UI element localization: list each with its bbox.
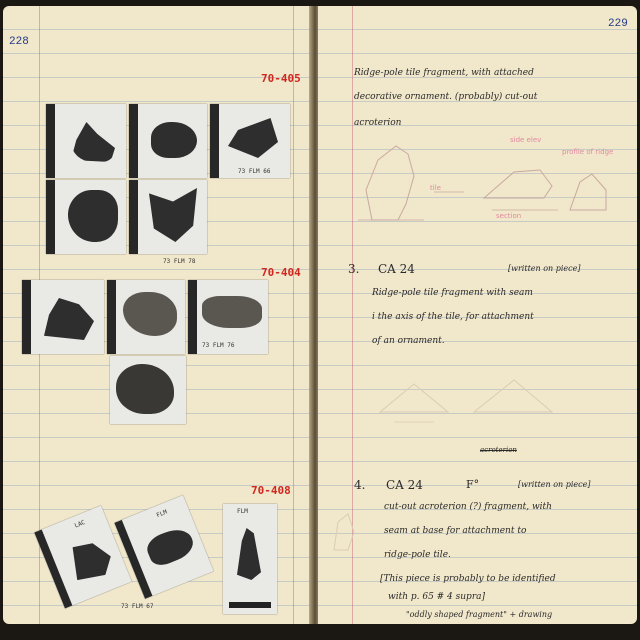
photo-scale-bar xyxy=(129,180,138,254)
sherd xyxy=(237,528,261,580)
ridge-tile-sketch xyxy=(374,370,554,426)
sherd-photo-9 xyxy=(110,356,186,424)
acroterion-sketch xyxy=(344,130,634,230)
entry-4-line-1: cut-out acroterion (?) fragment, with xyxy=(384,502,552,512)
entry-3-site: CA 24 xyxy=(378,262,415,276)
photo-scale-bar xyxy=(22,280,31,354)
entry-4-line-3: ridge-pole tile. xyxy=(384,550,451,560)
sherd xyxy=(68,190,118,242)
photo-scale-bar xyxy=(188,280,197,354)
photo-tag: LAC xyxy=(73,518,87,530)
sherd-photo-1 xyxy=(46,104,126,178)
sherd xyxy=(71,122,115,162)
photo-reference-2: 73 FLM 78 xyxy=(163,258,196,265)
sketch-note-tile: tile xyxy=(430,184,441,192)
photo-scale-bar xyxy=(210,104,219,178)
sketch-note-side-elev: side elev xyxy=(510,136,542,144)
right-page xyxy=(318,6,637,624)
sherd-photo-7 xyxy=(107,280,185,354)
photo-tag: FLM xyxy=(237,508,248,515)
entry-3-note: [written on piece] xyxy=(508,264,581,273)
entry-4-line-2: seam at base for attachment to xyxy=(384,526,527,536)
photo-scale-bar xyxy=(107,280,116,354)
sherd-photo-2 xyxy=(129,104,207,178)
sherd xyxy=(65,535,116,585)
photo-scale-bar xyxy=(46,180,55,254)
entry-4-number: 4. xyxy=(354,478,366,492)
sherd xyxy=(123,292,177,336)
photo-scale-bar xyxy=(46,104,55,178)
sherd xyxy=(151,122,197,158)
entry-3-line-1: Ridge-pole tile fragment with seam xyxy=(372,288,533,298)
catalog-number-70-408: 70-408 xyxy=(251,484,291,497)
sherd-photo-4 xyxy=(46,180,126,254)
sherd xyxy=(228,118,278,158)
margin-sketch xyxy=(328,510,358,554)
right-margin-line xyxy=(293,6,294,624)
entry-3-number: 3. xyxy=(348,262,360,276)
photo-reference: 73 FLM 67 xyxy=(121,603,154,610)
sherd-photo-3 xyxy=(210,104,290,178)
catalog-number-70-405: 70-405 xyxy=(261,72,301,85)
sherd-photo-12 xyxy=(223,504,277,614)
photo-tag: FLM xyxy=(155,508,169,520)
entry-4-site: CA 24 xyxy=(386,478,423,492)
entry-4-line-6: "oddly shaped fragment" + drawing xyxy=(406,610,553,619)
sketch-note-profile: profile of ridge xyxy=(562,148,614,156)
entry-4-line-5: with p. 65 # 4 supra] xyxy=(388,592,485,602)
sherd-photo-6 xyxy=(22,280,104,354)
sherd xyxy=(44,298,94,340)
left-page-number: 228 xyxy=(9,36,29,48)
entry-4-note: [written on piece] xyxy=(518,480,591,489)
sherd xyxy=(202,296,262,328)
photo-scale-bar xyxy=(129,104,138,178)
left-page xyxy=(3,6,312,624)
entry-3-line-2: i the axis of the tile, for attachment xyxy=(372,312,534,322)
entry-3-line-3: of an ornament. xyxy=(372,336,445,346)
entry-top-line-1: Ridge-pole tile fragment, with attached xyxy=(354,68,534,78)
sherd xyxy=(116,364,174,414)
sherd-photo-8 xyxy=(188,280,268,354)
entry-top-line-2: decorative ornament. (probably) cut-out xyxy=(354,92,538,102)
photo-scale-bar xyxy=(229,602,271,608)
right-page-number: 229 xyxy=(608,18,628,30)
catalog-number-70-404: 70-404 xyxy=(261,266,301,279)
entry-4-struck-text: acroterion xyxy=(480,446,517,454)
entry-4-line-4: [This piece is probably to be identified xyxy=(380,574,556,584)
sherd xyxy=(149,188,197,242)
sherd-photo-11 xyxy=(114,495,213,599)
sherd-photo-5 xyxy=(129,180,207,254)
sketch-note-section: section xyxy=(496,212,522,220)
photo-reference: 73 FLM 66 xyxy=(238,168,271,175)
entry-4-field: F° xyxy=(466,478,480,491)
sherd xyxy=(143,524,197,569)
photo-reference: 73 FLM 76 xyxy=(202,342,235,349)
entry-top-line-3: acroterion xyxy=(354,118,402,128)
